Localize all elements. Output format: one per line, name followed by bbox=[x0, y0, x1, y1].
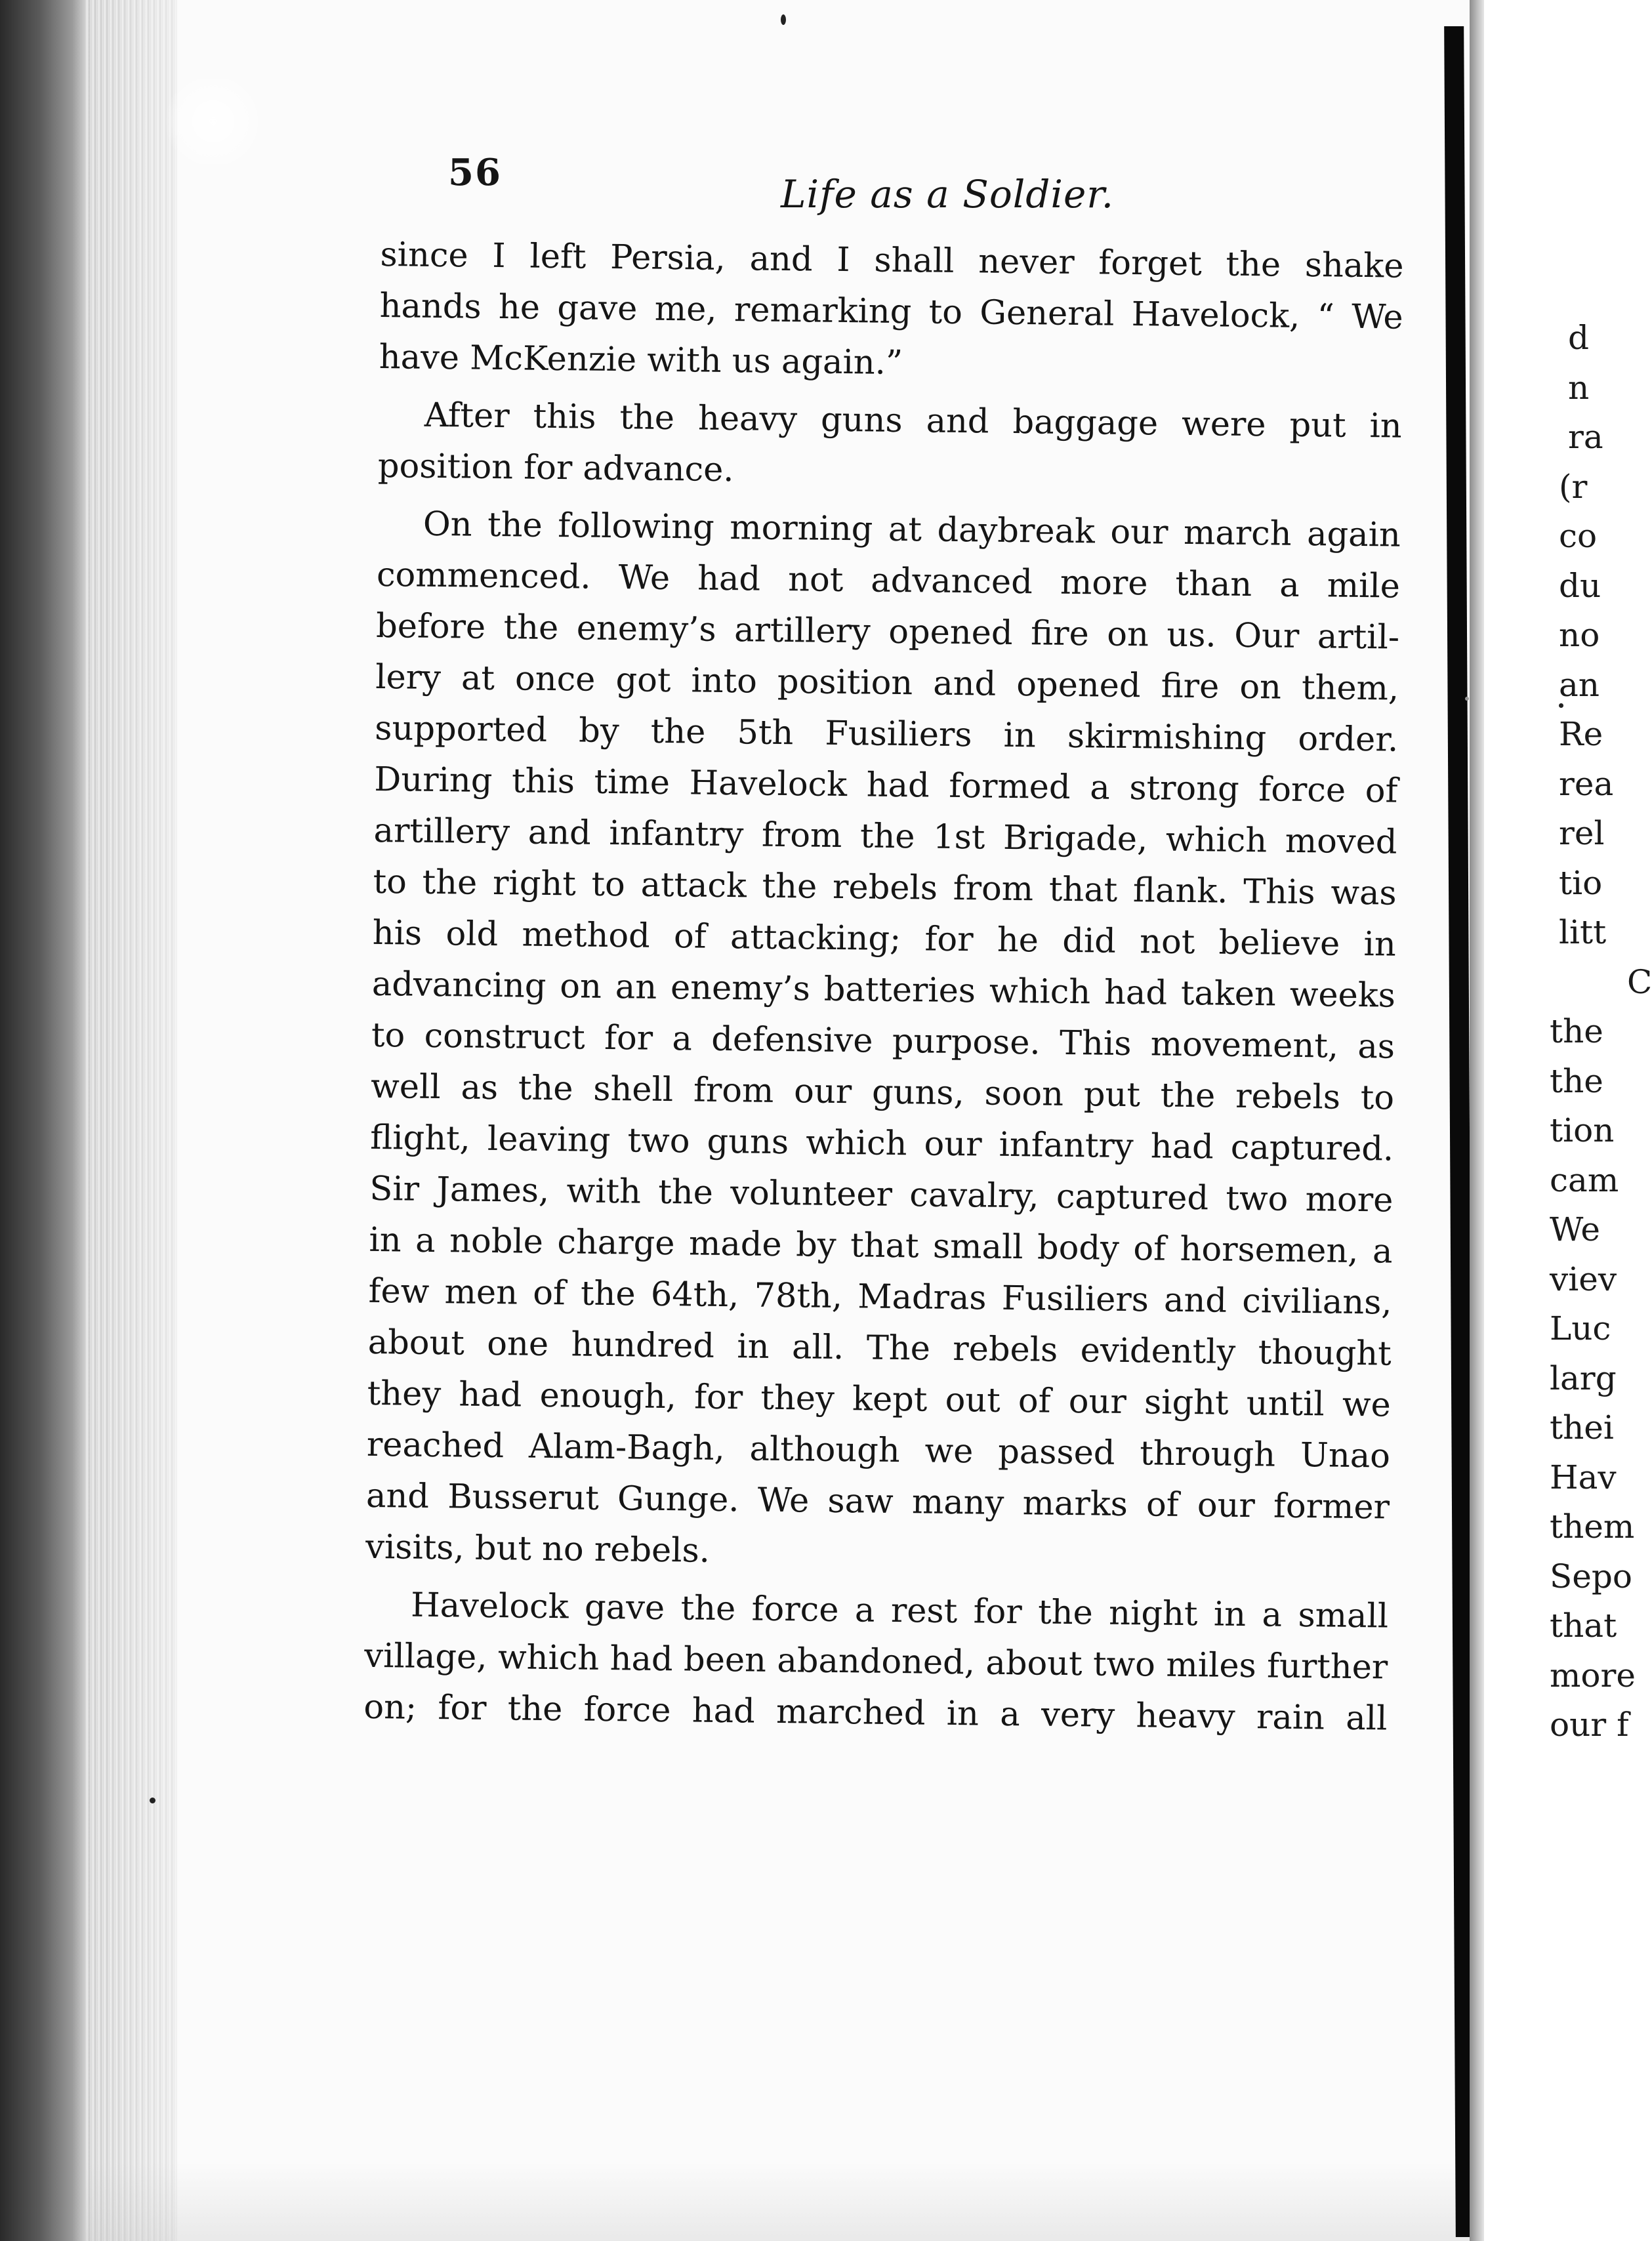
text-line: artillery and infantry from the 1st Brigade, which moved bbox=[373, 811, 1397, 862]
text-line: on; for the force had marched in a very heavy rain all bbox=[363, 1687, 1388, 1738]
paragraph-1 bbox=[379, 230, 1404, 395]
recto-text-fragment: litt bbox=[1559, 913, 1607, 951]
recto-text-fragment: We bbox=[1550, 1210, 1600, 1248]
page-body-text bbox=[363, 230, 1404, 1752]
recto-page-text-fragments bbox=[1550, 0, 1652, 2241]
recto-text-fragment: thei bbox=[1550, 1408, 1614, 1447]
recto-text-fragment: Sepo bbox=[1550, 1557, 1632, 1595]
text-line: in a noble charge made by that small body of horsemen, a bbox=[369, 1220, 1393, 1271]
text-line: to the right to attack the rebels from that flank. This was bbox=[373, 862, 1397, 913]
text-line: Sir James, with the volunteer cavalry, captured two more bbox=[369, 1169, 1394, 1220]
text-line: hands he gave me, remarking to General Havelock, “ We bbox=[379, 286, 1403, 337]
recto-text-fragment: (r bbox=[1559, 467, 1588, 506]
recto-text-fragment: an bbox=[1559, 665, 1600, 704]
paragraph-4 bbox=[363, 1580, 1389, 1745]
text-line: After this the heavy guns and baggage were put in bbox=[424, 396, 1403, 446]
page-number: 56 bbox=[448, 151, 502, 194]
text-line: and Busserut Gunge. We saw many marks of our former bbox=[365, 1476, 1390, 1527]
text-line: village, which had been abandoned, about two miles further bbox=[363, 1636, 1388, 1687]
text-line: they had enough, for they kept out of our sight until we bbox=[367, 1374, 1392, 1425]
recto-text-fragment: C bbox=[1627, 962, 1652, 1001]
paper-stain bbox=[164, 79, 262, 164]
recto-text-fragment: rea bbox=[1559, 764, 1614, 803]
text-line: advancing on an enemy’s batteries which had taken weeks bbox=[371, 964, 1396, 1016]
text-line: have McKenzie with us again.” bbox=[379, 337, 903, 383]
text-line: since I left Persia, and I shall never forget the shake bbox=[380, 235, 1404, 286]
running-head: Life as a Soldier. bbox=[781, 172, 1115, 216]
bottom-shadow bbox=[85, 2162, 1555, 2241]
scan-speck bbox=[150, 1798, 155, 1803]
recto-text-fragment: co bbox=[1559, 517, 1598, 555]
recto-text-fragment: ra bbox=[1568, 418, 1603, 456]
book-binding-shadow bbox=[0, 0, 85, 2241]
recto-text-fragment: du bbox=[1559, 566, 1601, 605]
recto-text-fragment: the bbox=[1550, 1061, 1603, 1100]
scan-speck bbox=[1559, 703, 1563, 708]
text-line: to construct for a defensive purpose. This movement, as bbox=[371, 1016, 1395, 1067]
scan-speck bbox=[1465, 697, 1469, 701]
paragraph-3 bbox=[365, 499, 1401, 1585]
text-line: lery at once got into position and opened fire on them, bbox=[375, 657, 1399, 709]
text-line: commenced. We had not advanced more than a mile bbox=[376, 555, 1401, 606]
recto-text-fragment: Re bbox=[1559, 715, 1603, 753]
recto-text-fragment: d bbox=[1568, 319, 1590, 357]
recto-text-fragment: the bbox=[1550, 1012, 1603, 1050]
text-line: reached Alam-Bagh, although we passed through Unao bbox=[366, 1425, 1391, 1476]
recto-text-fragment: no bbox=[1559, 616, 1600, 654]
text-line: flight, leaving two guns which our infantry had captured. bbox=[369, 1118, 1394, 1169]
recto-text-fragment: tio bbox=[1559, 863, 1603, 902]
scan-speck bbox=[781, 14, 786, 25]
recto-text-fragment: Luc bbox=[1550, 1309, 1611, 1347]
text-line: few men of the 64th, 78th, Madras Fusiliers and civilians, bbox=[368, 1271, 1392, 1323]
text-line: well as the shell from our guns, soon put the rebels to bbox=[370, 1067, 1395, 1118]
recto-text-fragment: them bbox=[1550, 1508, 1635, 1546]
page-stack-edge bbox=[85, 0, 190, 2241]
recto-text-fragment: cam bbox=[1550, 1161, 1619, 1199]
text-line: Havelock gave the force a rest for the night in a small bbox=[410, 1586, 1389, 1636]
text-line: supported by the 5th Fusiliers in skirmishing order. bbox=[375, 709, 1399, 760]
recto-text-fragment: tion bbox=[1550, 1111, 1615, 1149]
gutter-highlight bbox=[1470, 0, 1484, 2241]
recto-text-fragment: n bbox=[1568, 368, 1590, 407]
text-line: visits, but no rebels. bbox=[365, 1527, 711, 1571]
recto-text-fragment: that bbox=[1550, 1607, 1617, 1645]
text-line: On the following morning at daybreak our march again bbox=[423, 504, 1401, 555]
recto-text-fragment: larg bbox=[1550, 1359, 1617, 1397]
recto-text-fragment: Hav bbox=[1550, 1458, 1617, 1496]
paragraph-2 bbox=[377, 390, 1402, 504]
text-line: During this time Havelock had formed a strong force of bbox=[374, 760, 1398, 811]
text-line: before the enemy’s artillery opened fire on us. Our artil- bbox=[375, 606, 1400, 657]
recto-text-fragment: more bbox=[1550, 1656, 1636, 1695]
recto-text-fragment: viev bbox=[1550, 1260, 1617, 1298]
text-line: his old method of attacking; for he did not believe in bbox=[372, 913, 1397, 964]
text-line: about one hundred in all. The rebels evidently thought bbox=[367, 1323, 1392, 1374]
recto-text-fragment: our f bbox=[1550, 1706, 1629, 1744]
recto-text-fragment: rel bbox=[1559, 814, 1605, 852]
text-line: position for advance. bbox=[377, 446, 734, 490]
